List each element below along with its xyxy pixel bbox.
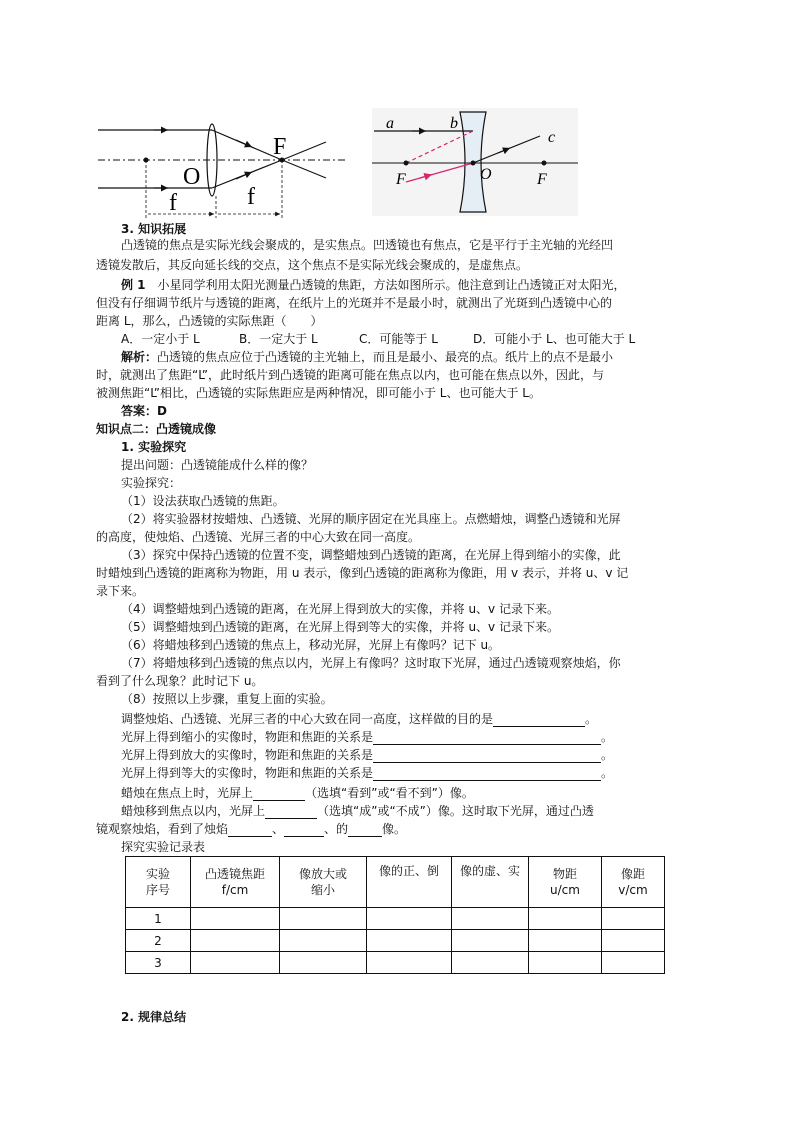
answer-blank[interactable]: [373, 750, 601, 763]
fill-question-6: [121, 804, 681, 819]
table-cell[interactable]: [452, 930, 529, 952]
subheading-rule-summary: 2. 规律总结: [121, 1010, 187, 1024]
table-cell[interactable]: [191, 952, 280, 974]
period: 。: [601, 748, 614, 762]
answer-blank[interactable]: [228, 824, 272, 837]
step-8: （8）按照以上步骤，重复上面的实验。: [121, 692, 333, 706]
fill-question-text: 镜观察烛焰，看到了烛焰: [96, 822, 229, 836]
header-text: 像的正、倒: [378, 864, 439, 878]
step-3-cont: 时蜡烛到凸透镜的距离称为物距，用 u 表示，像到凸透镜的距离称为像距，用 v 表示，并将 u、v 记: [96, 566, 629, 580]
convex-lens-diagram: [96, 118, 352, 220]
fill-question-text: （选填“看到”或“看不到”）像。: [305, 786, 474, 800]
header-cell: [126, 857, 191, 908]
analysis-line-3: 被测焦距“L”相比，凸透镜的实际焦距应是两种情况，即可能小于 L、也可能大于 L。: [96, 386, 541, 400]
fill-question-text: （选填“成”或“不成”）像。这时取下光屏，通过凸透: [317, 804, 594, 818]
period: 。: [585, 712, 598, 726]
fig2-label-O: O: [480, 166, 492, 183]
fill-question-text: 光屏上得到缩小的实像时，物距和焦距的关系是: [121, 730, 374, 744]
analysis-text: 凸透镜的焦点应位于凸透镜的主光轴上，而且是最小、最亮的点。纸片上的点不是最小: [157, 350, 614, 364]
header-cell: [280, 857, 367, 908]
table-cell[interactable]: [602, 952, 665, 974]
header-cell: [367, 857, 452, 908]
table-cell[interactable]: [280, 952, 367, 974]
header-text: u/cm: [550, 883, 580, 897]
table-cell[interactable]: [191, 908, 280, 930]
step-3: （3）探究中保持凸透镜的位置不变，调整蜡烛到凸透镜的距离，在光屏上得到缩小的实像，此: [121, 548, 621, 562]
example-line-2: 但没有仔细调节纸片与透镜的距离，在纸片上的光斑并不是最小时，就测出了光斑到凸透镜中心的: [96, 296, 613, 310]
table-cell[interactable]: [452, 908, 529, 930]
paragraph-line: 凸透镜的焦点是实际光线会聚成的，是实焦点。凹透镜也有焦点，它是平行于主光轴的光经凹: [121, 238, 614, 252]
header-text: 像的虚、实: [459, 864, 520, 878]
row-number: 3: [126, 952, 191, 974]
answer-blank[interactable]: [373, 732, 601, 745]
step-2-cont: 的高度，使烛焰、凸透镜、光屏三者的中心大致在同一高度。: [96, 530, 421, 544]
table-cell[interactable]: [367, 930, 452, 952]
example-text: 小星同学利用太阳光测量凸透镜的焦距，方法如图所示。他注意到让凸透镜正对太阳光，: [157, 278, 626, 292]
example-options: [121, 332, 681, 347]
example-line-3: 距离 L，那么，凸透镜的实际焦距（ ）: [96, 314, 323, 328]
header-text: 缩小: [310, 883, 335, 897]
fill-question-4: [121, 766, 681, 781]
table-cell[interactable]: [452, 952, 529, 974]
section-heading-extension: 3. 知识拓展: [121, 222, 187, 236]
answer-line: [121, 404, 681, 419]
table-cell[interactable]: [602, 930, 665, 952]
fill-question-text: 光屏上得到等大的实像时，物距和焦距的关系是: [121, 766, 374, 780]
step-3-cont-2: 录下来。: [96, 584, 145, 598]
header-text: 像距: [620, 867, 645, 881]
fill-question-3: [121, 748, 681, 763]
table-cell[interactable]: [280, 908, 367, 930]
step-4: （4）调整蜡烛到凸透镜的距离，在光屏上得到放大的实像，并将 u、v 记录下来。: [121, 602, 559, 616]
table-cell[interactable]: [191, 930, 280, 952]
fill-question-text: 蜡烛在焦点上时，光屏上: [121, 786, 254, 800]
table-title: 探究实验记录表: [121, 840, 206, 854]
answer-label: 答案：: [121, 404, 158, 418]
step-7-cont: 看到了什么现象？此时记下 u。: [96, 674, 264, 688]
answer-blank[interactable]: [284, 824, 324, 837]
header-text: 实验: [145, 867, 170, 881]
fig1-label-F: F: [273, 134, 287, 160]
fill-question-text: 蜡烛移到焦点以内，光屏上: [121, 804, 266, 818]
option-d: D．可能小于 L、也可能大于 L: [473, 332, 636, 346]
subheading-experiment: 1. 实验探究: [121, 440, 187, 454]
concave-lens-diagram: [372, 108, 578, 216]
answer-blank[interactable]: [265, 806, 317, 819]
header-text: v/cm: [618, 883, 648, 897]
table-cell[interactable]: [367, 908, 452, 930]
explore-line: 实验探究：: [121, 476, 182, 490]
option-b: B．一定大于 L: [239, 332, 318, 346]
fill-question-text: 调整烛焰、凸透镜、光屏三者的中心大致在同一高度，这样做的目的是: [121, 712, 494, 726]
table-row: [126, 952, 665, 974]
table-cell[interactable]: [367, 952, 452, 974]
header-cell: [191, 857, 280, 908]
table-cell[interactable]: [529, 908, 602, 930]
header-text: 像放大或: [298, 867, 347, 881]
knowledge-point-2-heading: 知识点二：凸透镜成像: [96, 422, 217, 436]
table-cell[interactable]: [529, 930, 602, 952]
fig2-label-c: c: [548, 129, 556, 146]
table-row: [126, 908, 665, 930]
answer-value: D: [157, 404, 167, 418]
step-2: （2）将实验器材按蜡烛、凸透镜、光屏的顺序固定在光具座上。点燃蜡烛，调整凸透镜和光屏: [121, 512, 621, 526]
header-text: 凸透镜焦距: [204, 867, 265, 881]
question-line: 提出问题：凸透镜能成什么样的像？: [121, 458, 314, 472]
step-5: （5）调整蜡烛到凸透镜的距离，在光屏上得到等大的实像，并将 u、v 记录下来。: [121, 620, 559, 634]
fill-question-text: 像。: [382, 822, 407, 836]
header-text: 序号: [145, 883, 170, 897]
answer-blank[interactable]: [348, 824, 382, 837]
fill-question-6-cont: [96, 822, 656, 837]
table-cell[interactable]: [529, 952, 602, 974]
period: 。: [601, 730, 614, 744]
fill-question-text: 光屏上得到放大的实像时，物距和焦距的关系是: [121, 748, 374, 762]
example-label: 例 1: [121, 278, 146, 292]
fill-question-text: 、的: [324, 822, 349, 836]
step-7: （7）将蜡烛移到凸透镜的焦点以内，光屏上有像吗？这时取下光屏，通过凸透镜观察烛焰，你: [121, 656, 621, 670]
example-line-1: [121, 278, 681, 293]
step-1: （1）设法获取凸透镜的焦距。: [121, 494, 285, 508]
table-cell[interactable]: [280, 930, 367, 952]
header-text: 物距: [552, 867, 577, 881]
fill-question-1: [121, 712, 681, 727]
fig2-label-a: a: [386, 115, 394, 132]
fig2-label-b: b: [450, 115, 458, 132]
option-c: C．可能等于 L: [359, 332, 438, 346]
answer-blank[interactable]: [493, 714, 585, 727]
answer-blank[interactable]: [373, 768, 601, 781]
fig1-label-f2: f: [247, 184, 255, 210]
step-6: （6）将蜡烛移到凸透镜的焦点上，移动光屏，光屏上有像吗？记下 u。: [121, 638, 501, 652]
header-cell: [602, 857, 665, 908]
analysis-line-2: 时，就测出了焦距“L”，此时纸片到凸透镜的距离可能在焦点以内，也可能在焦点以外，因此，与: [96, 368, 604, 382]
row-number: 2: [126, 930, 191, 952]
table-row: [126, 930, 665, 952]
fig1-label-f1: f: [169, 190, 177, 216]
fig2-label-F-left: F: [396, 171, 406, 188]
row-number: 1: [126, 908, 191, 930]
header-cell: [452, 857, 529, 908]
fig1-label-O: O: [183, 164, 201, 190]
option-a: A．一定小于 L: [121, 332, 200, 346]
table-header-row: [126, 857, 665, 908]
paragraph-line: 透镜发散后，其反向延长线的交点，这个焦点不是实际光线会聚成的，是虚焦点。: [96, 258, 529, 272]
analysis-label: 解析：: [121, 350, 158, 364]
fill-question-2: [121, 730, 681, 745]
experiment-record-table: [125, 856, 665, 974]
fill-question-5: [121, 786, 681, 801]
period: 。: [601, 766, 614, 780]
header-cell: [529, 857, 602, 908]
answer-blank[interactable]: [253, 788, 305, 801]
fill-question-text: 、: [272, 822, 285, 836]
fig2-label-F-right: F: [537, 171, 547, 188]
header-text: f/cm: [221, 883, 249, 897]
table-cell[interactable]: [602, 908, 665, 930]
analysis-line-1: [121, 350, 681, 365]
